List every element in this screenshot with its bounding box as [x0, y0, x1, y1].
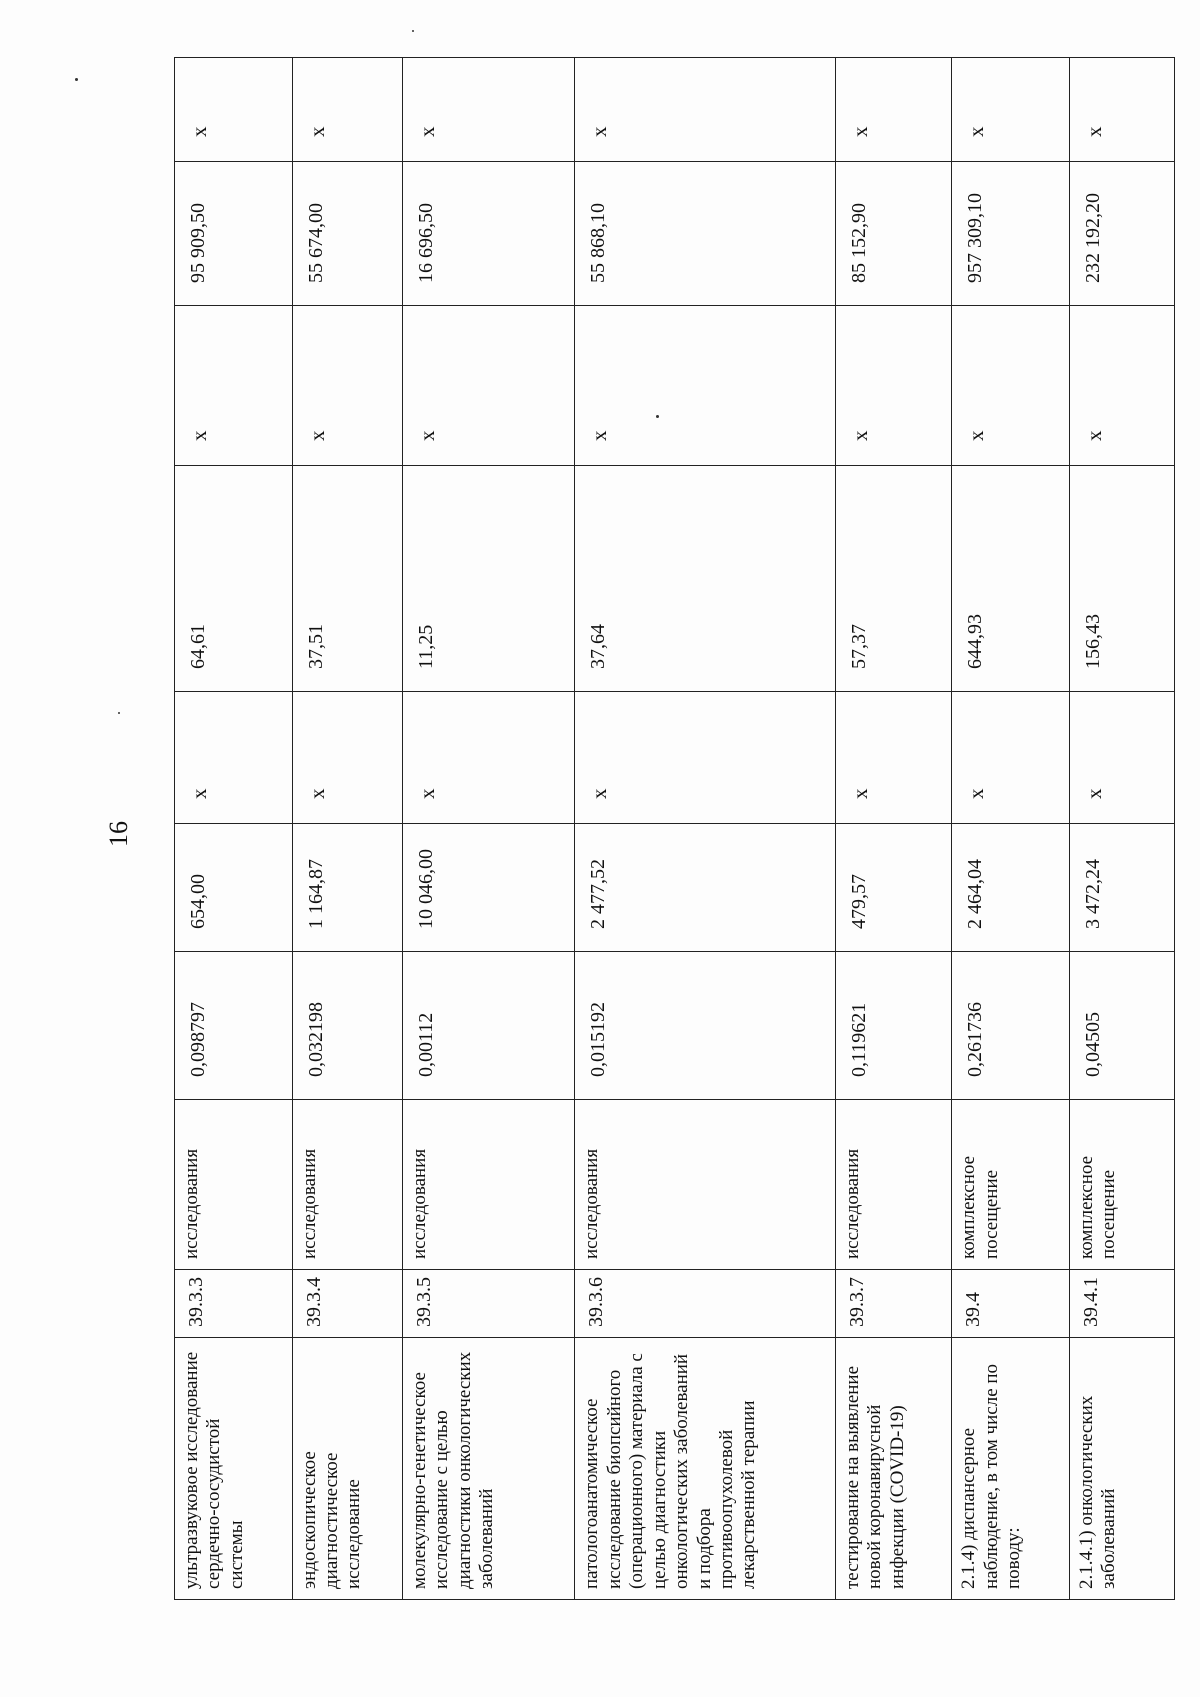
row-c8: x: [1069, 306, 1174, 466]
row-norm: 0,119621: [835, 952, 951, 1100]
row-cost: 479,57: [835, 824, 951, 952]
row-c8: x: [952, 306, 1070, 466]
row-c8: x: [402, 306, 575, 466]
row-code: 39.3.4: [292, 1270, 402, 1338]
row-name: молекулярно-генетическое исследование с целью диагностики онкологических заболеваний: [402, 1338, 575, 1600]
row-code: 39.3.5: [402, 1270, 575, 1338]
row-norm: 0,098797: [175, 952, 293, 1100]
row-unit: исследования: [292, 1100, 402, 1270]
table-row: [292, 58, 402, 1600]
row-c8: x: [835, 306, 951, 466]
row-total: 95 909,50: [175, 162, 293, 306]
row-code: 39.3.7: [835, 1270, 951, 1338]
row-name: 2.1.4.1) онкологических заболеваний: [1069, 1338, 1174, 1600]
row-total: 232 192,20: [1069, 162, 1174, 306]
row-c10: x: [952, 58, 1070, 162]
table-row: [1069, 58, 1174, 1600]
row-c6: x: [175, 692, 293, 824]
row-cost: 2 464,04: [952, 824, 1070, 952]
row-cost: 1 164,87: [292, 824, 402, 952]
table-row: [402, 58, 575, 1600]
row-c6: x: [402, 692, 575, 824]
row-c6: x: [292, 692, 402, 824]
row-unit: исследования: [402, 1100, 575, 1270]
row-c10: x: [402, 58, 575, 162]
row-code: 39.4: [952, 1270, 1070, 1338]
row-c10: x: [575, 58, 835, 162]
row-c8: x: [175, 306, 293, 466]
row-c8: x: [575, 306, 835, 466]
row-c6: x: [952, 692, 1070, 824]
row-per-capita: 37,51: [292, 466, 402, 692]
row-total: 957 309,10: [952, 162, 1070, 306]
row-per-capita: 37,64: [575, 466, 835, 692]
row-c10: x: [1069, 58, 1174, 162]
row-unit: комплексное посещение: [1069, 1100, 1174, 1270]
table-row: [952, 58, 1070, 1600]
row-name: 2.1.4) диспансерное наблюдение, в том числе по поводу:: [952, 1338, 1070, 1600]
row-c6: x: [835, 692, 951, 824]
row-cost: 2 477,52: [575, 824, 835, 952]
row-c10: x: [835, 58, 951, 162]
row-total: 16 696,50: [402, 162, 575, 306]
row-total: 55 868,10: [575, 162, 835, 306]
row-per-capita: 64,61: [175, 466, 293, 692]
table-row: [575, 58, 835, 1600]
row-per-capita: 57,37: [835, 466, 951, 692]
row-c10: x: [292, 58, 402, 162]
row-total: 55 674,00: [292, 162, 402, 306]
row-name: эндоскопическое диагностическое исследование: [292, 1338, 402, 1600]
scan-speck: [118, 712, 120, 714]
table-row: [835, 58, 951, 1600]
row-total: 85 152,90: [835, 162, 951, 306]
row-norm: 0,04505: [1069, 952, 1174, 1100]
row-unit: исследования: [575, 1100, 835, 1270]
row-code: 39.4.1: [1069, 1270, 1174, 1338]
row-norm: 0,261736: [952, 952, 1070, 1100]
row-c6: x: [575, 692, 835, 824]
row-norm: 0,015192: [575, 952, 835, 1100]
row-name: тестирование на выявление новой коронавирусной инфекции (COVID-19): [835, 1338, 951, 1600]
row-name: ультразвуковое исследование сердечно-сосудистой системы: [175, 1338, 293, 1600]
row-cost: 654,00: [175, 824, 293, 952]
row-name: патологоанатомическое исследование биопсийного (операционного) материала с целью диагностики онкологических заболеваний и подбора противоопухолевой лекарственной терапии: [575, 1338, 835, 1600]
row-unit: исследования: [835, 1100, 951, 1270]
row-unit: комплексное посещение: [952, 1100, 1070, 1270]
scan-speck: [75, 78, 78, 81]
row-per-capita: 156,43: [1069, 466, 1174, 692]
row-code: 39.3.6: [575, 1270, 835, 1338]
row-per-capita: 11,25: [402, 466, 575, 692]
row-cost: 3 472,24: [1069, 824, 1174, 952]
row-norm: 0,00112: [402, 952, 575, 1100]
row-unit: исследования: [175, 1100, 293, 1270]
row-norm: 0,032198: [292, 952, 402, 1100]
rotated-table-container: [174, 58, 1175, 1600]
page-number: 16: [104, 821, 133, 847]
row-c6: x: [1069, 692, 1174, 824]
row-per-capita: 644,93: [952, 466, 1070, 692]
row-cost: 10 046,00: [402, 824, 575, 952]
row-code: 39.3.3: [175, 1270, 293, 1338]
row-c10: x: [175, 58, 293, 162]
scan-speck: [412, 30, 414, 32]
table-row: [175, 58, 293, 1600]
row-c8: x: [292, 306, 402, 466]
financing-table: [174, 57, 1175, 1600]
